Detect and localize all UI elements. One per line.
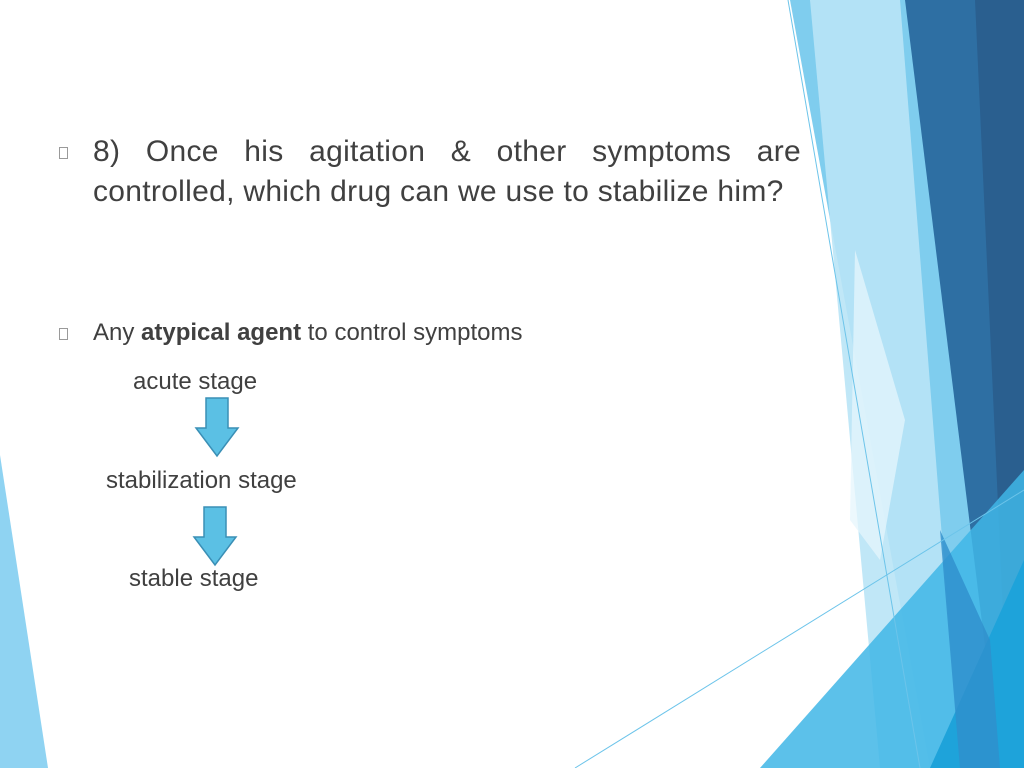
stage-label-acute: acute stage <box>133 368 258 395</box>
left-edge-sliver <box>0 455 48 768</box>
answer-prefix: Any <box>93 319 142 346</box>
square-bullet-icon <box>59 328 68 340</box>
answer-bold-term: atypical agent <box>141 319 302 346</box>
answer-text <box>93 318 523 348</box>
question-text: 8) Once his agitation & other symptoms are controlled, which drug can we use to stabilize him? <box>93 135 801 208</box>
down-arrow-icon <box>192 505 238 567</box>
stage-label-stable: stable stage <box>129 565 259 592</box>
stage-label-stabilization: stabilization stage <box>106 467 297 494</box>
answer-suffix: to control symptoms <box>301 319 523 346</box>
square-bullet-icon <box>59 147 68 159</box>
down-arrow-icon <box>194 396 240 458</box>
